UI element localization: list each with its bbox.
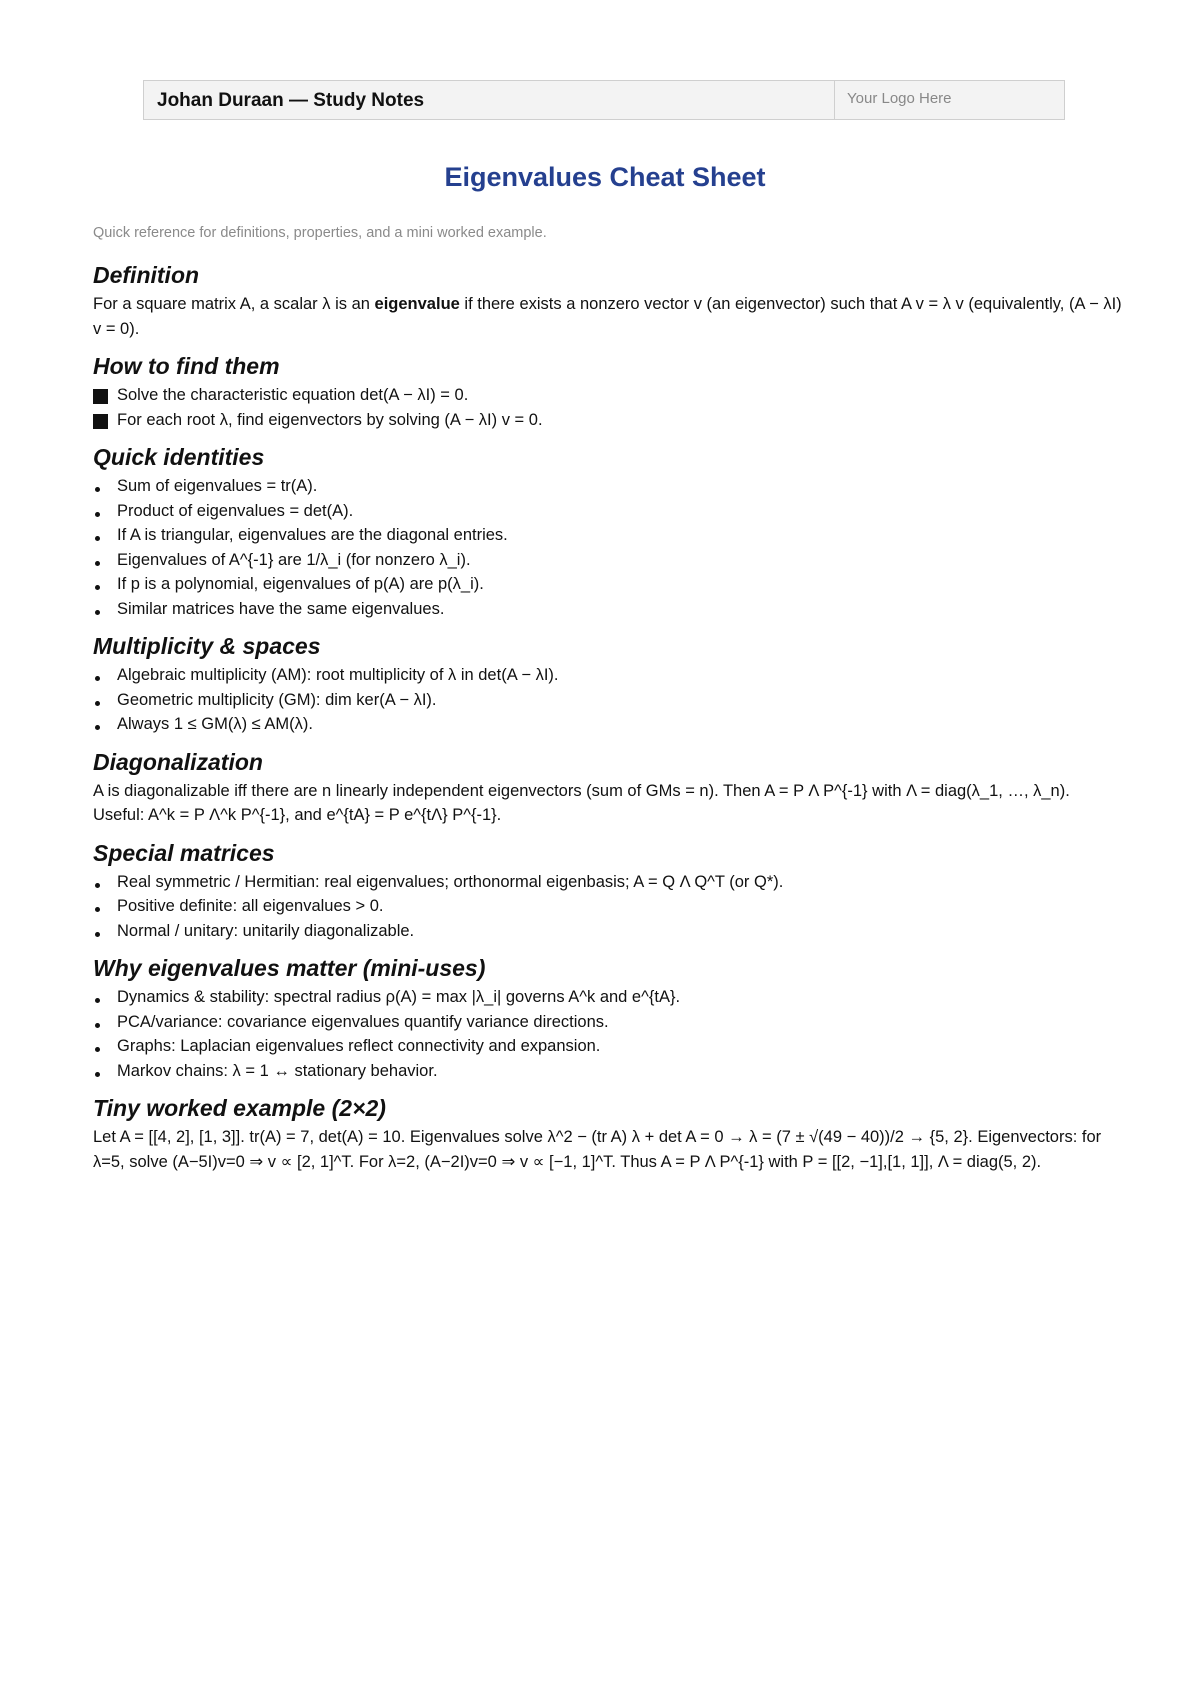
header-title: Johan Duraan — Study Notes <box>157 90 425 111</box>
section-heading: Definition <box>93 262 200 288</box>
list-item-text: Positive definite: all eigenvalues > 0. <box>117 897 384 915</box>
section-why-matter <box>93 951 1123 1083</box>
list-item <box>93 985 1123 1010</box>
section-heading: How to find them <box>93 353 280 379</box>
definition-text-before: For a square matrix A, a scalar λ is an <box>93 295 375 313</box>
content <box>93 258 1123 1182</box>
list-item <box>93 712 1123 737</box>
square-bullet-icon <box>93 414 108 429</box>
uses-list <box>93 985 1123 1083</box>
section-multiplicity <box>93 629 1123 737</box>
list-item <box>93 688 1123 713</box>
identities-list <box>93 474 1123 621</box>
section-heading: Quick identities <box>93 444 265 470</box>
section-worked-example <box>93 1091 1123 1174</box>
list-item <box>93 1034 1123 1059</box>
bullet-icon <box>95 701 100 706</box>
list-item-text: Similar matrices have the same eigenvalues. <box>117 599 445 618</box>
section-special-matrices <box>93 836 1123 944</box>
list-item <box>93 572 1123 597</box>
list-item-text: Eigenvalues of A^{-1} are 1/λ_i (for nonzero λ_i). <box>117 550 471 569</box>
bullet-icon <box>95 1072 100 1077</box>
list-item-text: Real symmetric / Hermitian: real eigenvalues; orthonormal eigenbasis; A = Q Λ Q^T (or Q*). <box>117 872 784 891</box>
list-item-text: For each root λ, find eigenvectors by solving (A − λI) v = 0. <box>117 410 543 429</box>
bullet-icon <box>95 585 100 590</box>
list-item-text: Always 1 ≤ GM(λ) ≤ AM(λ). <box>117 715 313 733</box>
list-item <box>93 1059 1123 1084</box>
list-item <box>93 523 1123 548</box>
list-item <box>93 663 1123 688</box>
list-item <box>93 474 1123 499</box>
multiplicity-list <box>93 663 1123 737</box>
bullet-icon <box>95 883 100 888</box>
list-item-text: Graphs: Laplacian eigenvalues reflect connectivity and expansion. <box>117 1037 601 1055</box>
definition-text-after: if there exists a nonzero vector v (an eigenvector) such that A v = λ v (equivalently, (A − λI) v = 0). <box>93 295 1122 338</box>
bullet-icon <box>95 536 100 541</box>
section-heading: Why eigenvalues matter (mini-uses) <box>93 955 486 981</box>
list-item-text: If p is a polynomial, eigenvalues of p(A) are p(λ_i). <box>117 575 484 593</box>
bullet-icon <box>95 907 100 912</box>
list-item <box>93 1010 1123 1035</box>
bullet-icon <box>95 487 100 492</box>
list-item-text: Sum of eigenvalues = tr(A). <box>117 477 318 495</box>
section-heading: Diagonalization <box>93 748 263 775</box>
list-item-text: If A is triangular, eigenvalues are the diagonal entries. <box>117 526 508 544</box>
definition-text <box>93 292 1123 341</box>
definition-bold-term: eigenvalue <box>374 295 460 313</box>
list-item-text: Solve the characteristic equation det(A − λI) = 0. <box>117 386 469 404</box>
bullet-icon <box>95 561 100 566</box>
list-item-text: Normal / unitary: unitarily diagonalizable. <box>117 921 415 940</box>
bullet-icon <box>95 1023 100 1028</box>
square-bullet-icon <box>93 389 108 404</box>
list-item-text: Algebraic multiplicity (AM): root multiplicity of λ in det(A − λI). <box>117 666 559 684</box>
list-item <box>93 548 1123 573</box>
special-matrices-list <box>93 870 1123 944</box>
bullet-icon <box>95 998 100 1003</box>
section-heading: Multiplicity & spaces <box>93 633 321 659</box>
section-how-to-find <box>93 349 1123 432</box>
page-header <box>143 80 1065 120</box>
steps-list <box>93 383 1123 432</box>
list-item <box>93 499 1123 524</box>
list-item <box>93 408 1123 433</box>
list-item-text: Dynamics & stability: spectral radius ρ(A) = max |λ_i| governs A^k and e^{tA}. <box>117 988 681 1006</box>
list-item <box>93 870 1123 895</box>
section-definition <box>93 258 1123 341</box>
bullet-icon <box>95 610 100 615</box>
list-item-text: PCA/variance: covariance eigenvalues quantify variance directions. <box>117 1012 609 1031</box>
section-quick-identities <box>93 440 1123 621</box>
worked-example-text: Let A = [[4, 2], [1, 3]]. tr(A) = 7, det(A) = 10. Eigenvalues solve λ^2 − (tr A) λ + det A = 0 → λ = (7 ± √(49 − 40))/2 → {5, 2}. Eigenvectors: for λ=5, solve (A−5I)v=0 ⇒ v ∝ [2, 1]^T. For λ=2, (A−2I)v=0 ⇒ v ∝ [−1, 1]^T. Thus A = P Λ P^{-1} with P = [[2, −1],[1, 1]], Λ = diag(5, 2). <box>93 1128 1102 1171</box>
bullet-icon <box>95 932 100 937</box>
logo-placeholder: Your Logo Here <box>834 81 1064 119</box>
section-heading: Tiny worked example (2×2) <box>93 1095 386 1121</box>
diagonalization-text: A is diagonalizable iff there are n linearly independent eigenvectors (sum of GMs = n). Then A = P Λ P^{-1} with Λ = diag(λ_1, …, λ_n). Useful: A^k = P Λ^k P^{-1}, and e^{tA} = P e^{tΛ} P^{-1}. <box>93 781 1070 824</box>
bullet-icon <box>95 1047 100 1052</box>
list-item <box>93 894 1123 919</box>
list-item-text: Markov chains: λ = 1 ↔ stationary behavior. <box>117 1061 438 1080</box>
bullet-icon <box>95 676 100 681</box>
section-diagonalization <box>93 745 1123 828</box>
bullet-icon <box>95 725 100 730</box>
bullet-icon <box>95 512 100 517</box>
list-item <box>93 383 1123 408</box>
section-heading: Special matrices <box>93 839 275 866</box>
list-item <box>93 919 1123 944</box>
document-subtitle: Quick reference for definitions, properties, and a mini worked example. <box>93 225 547 241</box>
list-item-text: Geometric multiplicity (GM): dim ker(A − λI). <box>117 690 437 709</box>
list-item-text: Product of eigenvalues = det(A). <box>117 501 354 520</box>
list-item <box>93 597 1123 622</box>
document-title: Eigenvalues Cheat Sheet <box>444 162 766 192</box>
